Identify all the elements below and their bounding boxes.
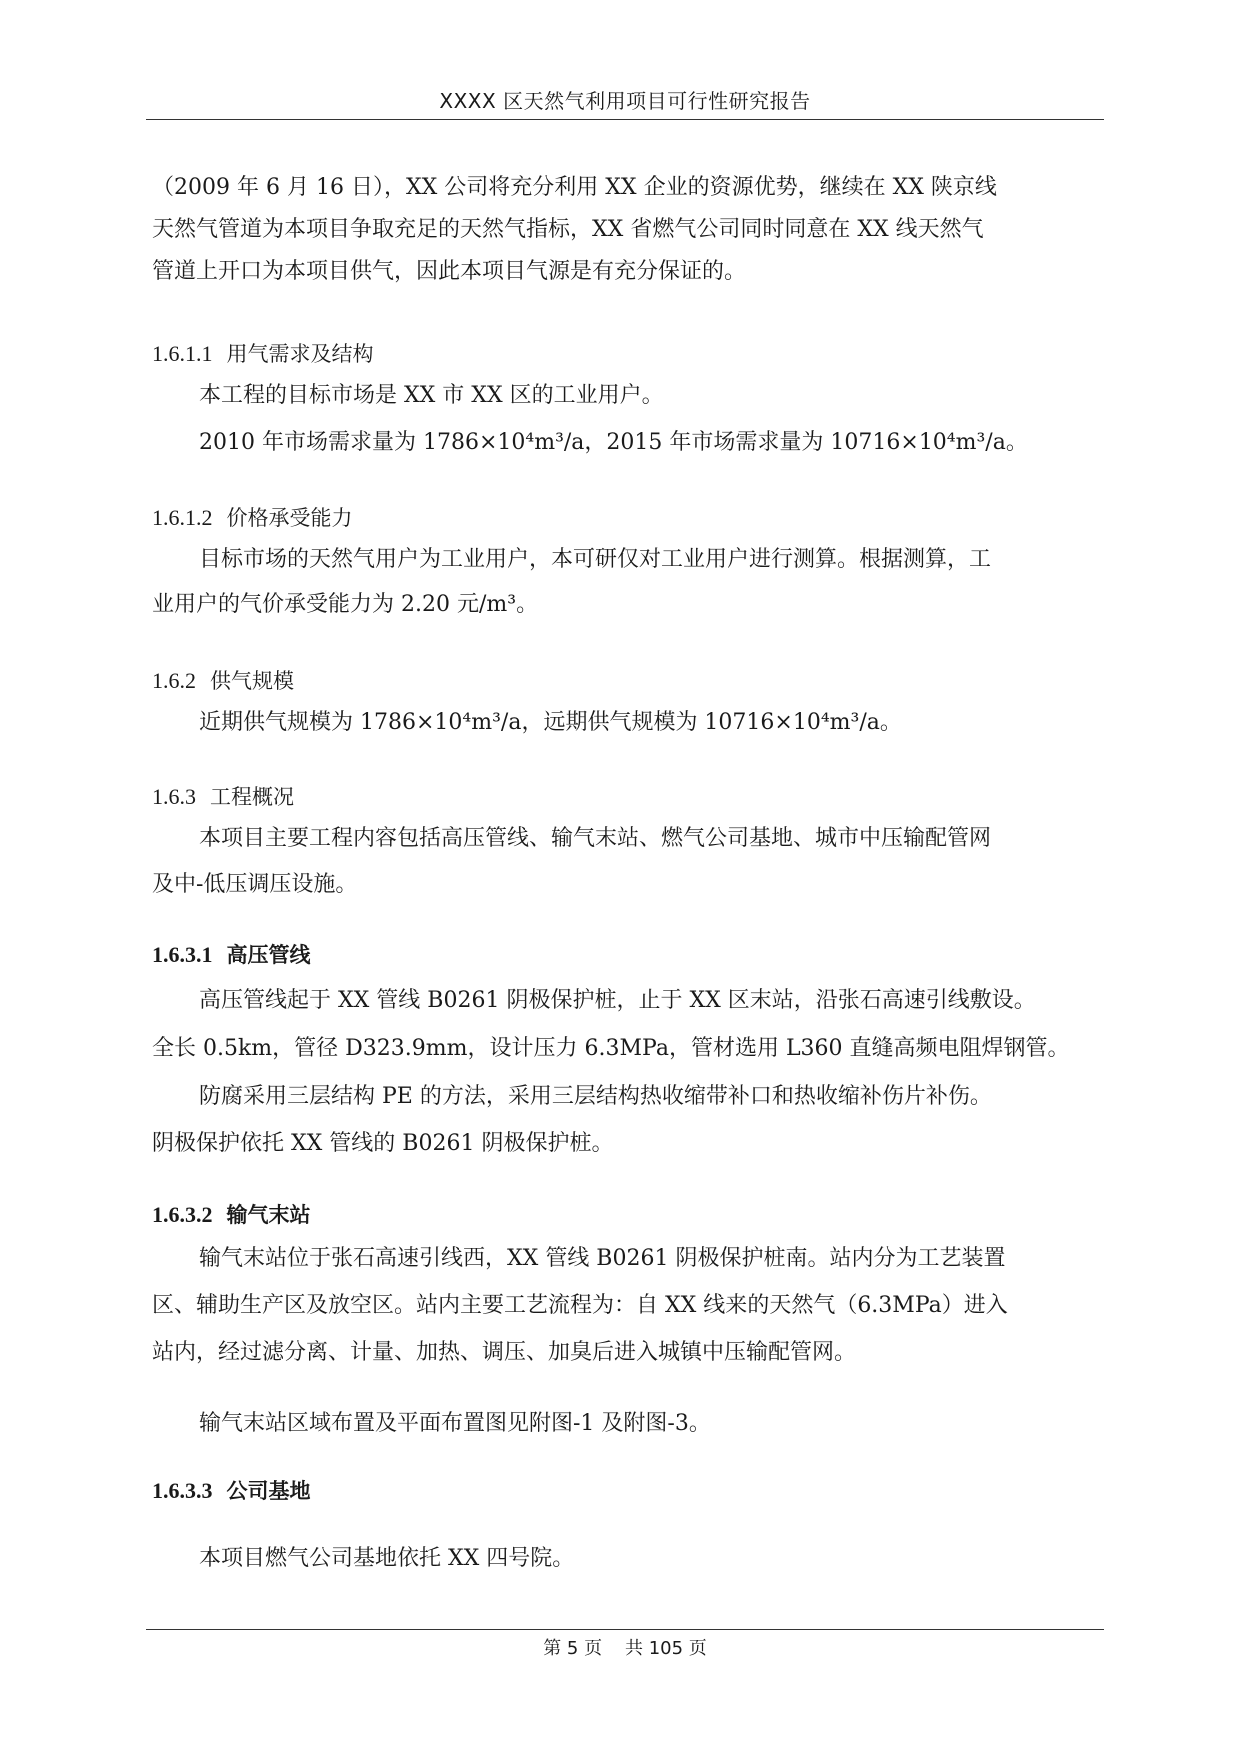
section-title: 高压管线 <box>226 943 311 967</box>
paragraph-line: 2010 年市场需求量为 1786×10⁴m³/a，2015 年市场需求量为 10716×10⁴m³/a。 <box>199 430 1028 455</box>
paragraph-line: 高压管线起于 XX 管线 B0261 阴极保护桩，止于 XX 区末站，沿张石高速引线敷设。 <box>199 988 1036 1013</box>
paragraph-line: 目标市场的天然气用户为工业用户，本可研仅对工业用户进行测算。根据测算，工 <box>199 547 992 572</box>
section-title: 公司基地 <box>226 1479 311 1503</box>
section-number: 1.6.1.1 <box>152 341 213 366</box>
footer-divider <box>146 1629 1104 1630</box>
document-title: XXXX 区天然气利用项目可行性研究报告 <box>439 89 811 113</box>
section-title: 价格承受能力 <box>226 506 353 530</box>
paragraph-line: 本项目燃气公司基地依托 XX 四号院。 <box>199 1546 575 1571</box>
paragraph-line: 业用户的气价承受能力为 2.20 元/m³。 <box>152 592 539 617</box>
section-number: 1.6.3 <box>152 784 196 809</box>
section-heading-1-6-3-3 <box>152 1475 311 1507</box>
paragraph-line: 全长 0.5km，管径 D323.9mm，设计压力 6.3MPa，管材选用 L360 直缝高频电阻焊钢管。 <box>152 1036 1070 1061</box>
paragraph-line: 天然气管道为本项目争取充足的天然气指标，XX 省燃气公司同时同意在 XX 线天然气 <box>152 217 984 242</box>
paragraph-line: 及中-低压调压设施。 <box>152 872 358 897</box>
section-heading-1-6-3-1 <box>152 939 311 971</box>
section-number: 1.6.2 <box>152 668 196 693</box>
paragraph-line: 阴极保护依托 XX 管线的 B0261 阴极保护桩。 <box>152 1131 614 1156</box>
paragraph-line: 区、辅助生产区及放空区。站内主要工艺流程为：自 XX 线来的天然气（6.3MPa）进入 <box>152 1293 1008 1318</box>
header-divider <box>146 119 1104 120</box>
section-title: 供气规模 <box>210 669 294 693</box>
paragraph-line: 站内，经过滤分离、计量、加热、调压、加臭后进入城镇中压输配管网。 <box>152 1340 857 1365</box>
paragraph-line: 输气末站区域布置及平面布置图见附图-1 及附图-3。 <box>199 1411 711 1436</box>
paragraph-line: 防腐采用三层结构 PE 的方法，采用三层结构热收缩带补口和热收缩补伤片补伤。 <box>199 1084 992 1109</box>
paragraph-line: 管道上开口为本项目供气，因此本项目气源是有充分保证的。 <box>152 259 747 284</box>
page-number: 第 5 页 共 105 页 <box>543 1638 707 1659</box>
paragraph-line: 本工程的目标市场是 XX 市 XX 区的工业用户。 <box>199 383 664 408</box>
section-heading-1-6-1-1 <box>152 338 374 371</box>
paragraph-line: 近期供气规模为 1786×10⁴m³/a，远期供气规模为 10716×10⁴m³/a。 <box>199 710 902 735</box>
section-title: 输气末站 <box>226 1203 311 1227</box>
section-number: 1.6.3.3 <box>152 1478 213 1503</box>
section-heading-1-6-2 <box>152 665 294 698</box>
section-heading-1-6-3 <box>152 781 294 814</box>
section-number: 1.6.3.1 <box>152 942 213 967</box>
section-title: 工程概况 <box>210 785 294 809</box>
section-number: 1.6.1.2 <box>152 505 213 530</box>
paragraph-line: 输气末站位于张石高速引线西，XX 管线 B0261 阴极保护桩南。站内分为工艺装置 <box>199 1246 1006 1271</box>
section-heading-1-6-3-2 <box>152 1199 311 1231</box>
section-title: 用气需求及结构 <box>226 342 374 366</box>
section-heading-1-6-1-2 <box>152 502 353 535</box>
section-number: 1.6.3.2 <box>152 1202 213 1227</box>
paragraph-line: （2009 年 6 月 16 日），XX 公司将充分利用 XX 企业的资源优势，继续在 XX 陕京线 <box>152 175 997 200</box>
paragraph-line: 本项目主要工程内容包括高压管线、输气末站、燃气公司基地、城市中压输配管网 <box>199 826 992 851</box>
